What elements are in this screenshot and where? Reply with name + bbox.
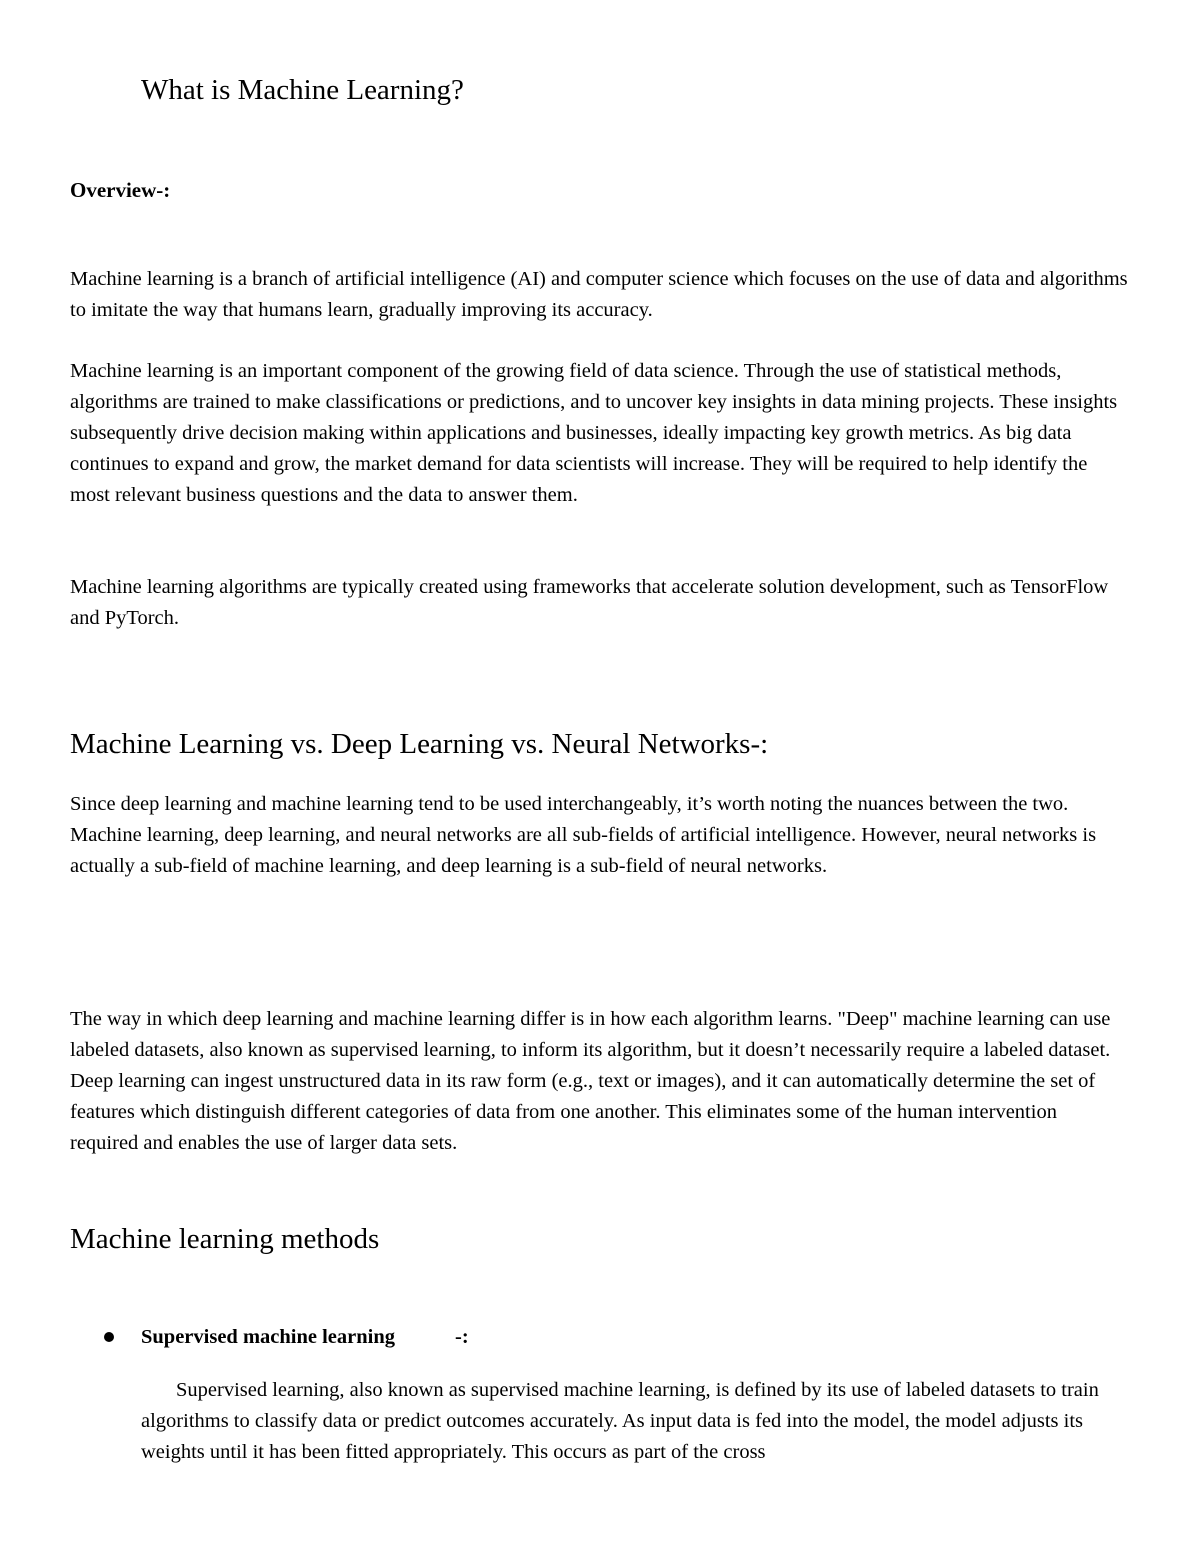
method-label-suffix: -: (455, 1326, 469, 1348)
document-title: What is Machine Learning? (141, 74, 464, 106)
overview-paragraph-2: Machine learning is an important component of the growing field of data science. Through the use of statistical methods, algorithms are trained to make classifications or predictions, and to uncover key insights in data mining projects. These insights subsequently drive decision making within applications and businesses, ideally impacting key growth metrics. As big data continues to expand and grow, the market demand for data scientists will increase. They will be required to help identify the most relevant business questions and the data to answer them. (70, 360, 1118, 506)
overview-paragraph-1: Machine learning is a branch of artificial intelligence (AI) and computer science which focuses on the use of data and algorithms to imitate the way that humans learn, gradually improving its accuracy. (70, 268, 1128, 321)
comparison-heading: Machine Learning vs. Deep Learning vs. Neural Networks-: (70, 728, 769, 760)
method-list-item (100, 1322, 800, 1352)
methods-heading: Machine learning methods (70, 1223, 380, 1255)
bullet-icon (104, 1332, 114, 1342)
comparison-paragraph-1: Since deep learning and machine learning tend to be used interchangeably, it’s worth noting the nuances between the two. Machine learning, deep learning, and neural networks are all sub-fields of artificial intelligence. However, neural networks is actually a sub-field of machine learning, and deep learning is a sub-field of neural networks. (70, 793, 1097, 877)
method-label: Supervised machine learning (141, 1326, 395, 1348)
method-description: Supervised learning, also known as supervised machine learning, is defined by its use of labeled datasets to train algorithms to classify data or predict outcomes accurately. As input data is fed into the model, the model adjusts its weights until it has been fitted appropriately. This occurs as part of the cross (141, 1379, 1099, 1463)
overview-heading: Overview-: (70, 178, 171, 202)
overview-paragraph-3: Machine learning algorithms are typically created using frameworks that accelerate solution development, such as TensorFlow and PyTorch. (70, 576, 1109, 629)
comparison-paragraph-2: The way in which deep learning and machine learning differ is in how each algorithm learns. "Deep" machine learning can use labeled datasets, also known as supervised learning, to inform its algorithm, but it doesn’t necessarily require a labeled dataset. Deep learning can ingest unstructured data in its raw form (e.g., text or images), and it can automatically determine the set of features which distinguish different categories of data from one another. This eliminates some of the human intervention required and enables the use of larger data sets. (70, 1008, 1111, 1154)
